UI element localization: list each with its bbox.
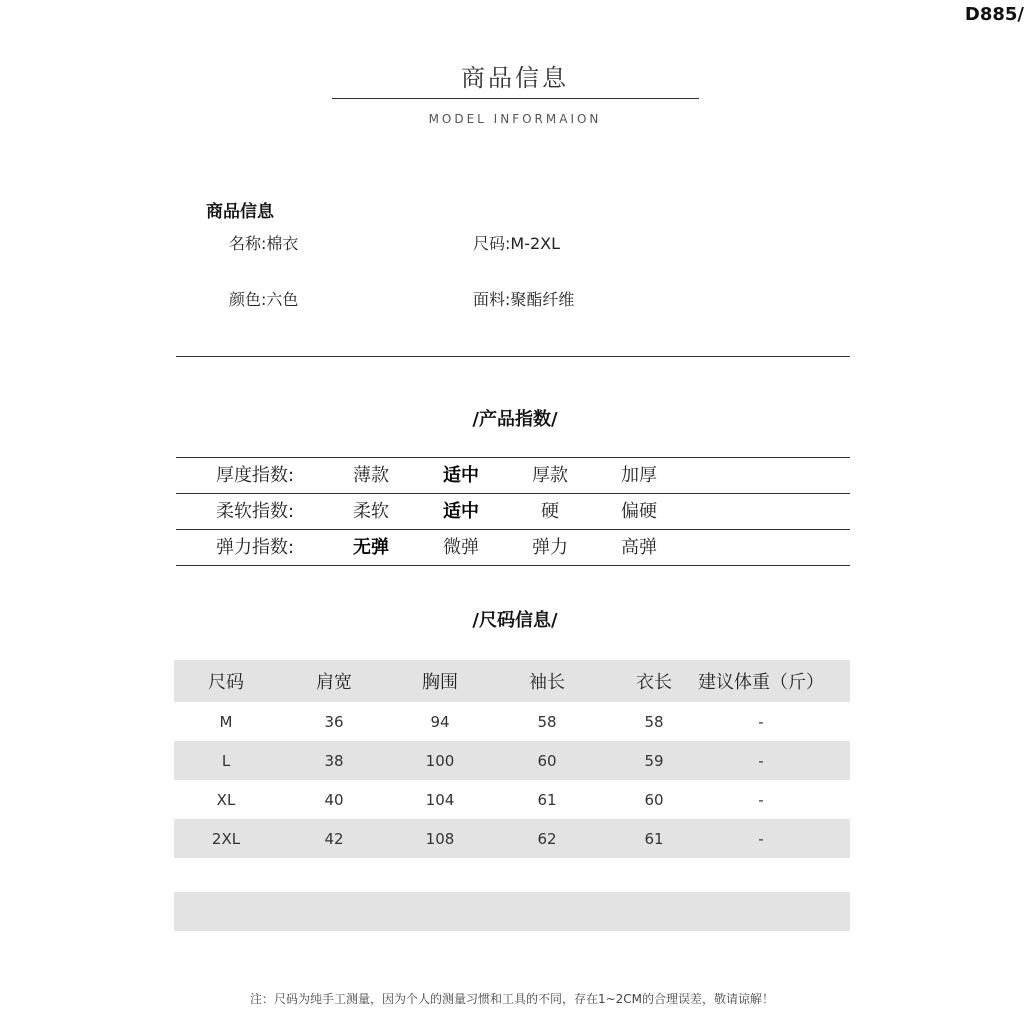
- size-column-header: 衣长: [636, 672, 672, 693]
- size-table-row: [174, 819, 850, 858]
- index-option: 柔软: [353, 501, 389, 522]
- size-table-cell: 104: [425, 790, 455, 809]
- index-option-selected: 无弹: [353, 537, 389, 558]
- product-info-heading: 商品信息: [206, 202, 274, 222]
- measurement-note: 注：尺码为纯手工测量，因为个人的测量习惯和工具的不同，存在1~2CM的合理误差，敬请谅解！: [249, 992, 775, 1006]
- size-table: [174, 660, 850, 965]
- page-title: 商品信息: [461, 64, 569, 92]
- index-row-softness: [176, 494, 850, 530]
- size-table-cell: 94: [430, 712, 450, 731]
- size-table-empty-row: [174, 892, 850, 931]
- size-table-cell: 59: [644, 751, 664, 770]
- product-name: 名称:棉衣: [229, 234, 299, 253]
- size-table-cell: M: [219, 712, 233, 731]
- section-divider: [176, 356, 850, 357]
- product-colors: 颜色:六色: [229, 290, 299, 309]
- size-table-cell: 38: [324, 751, 344, 770]
- index-row-thickness: [176, 458, 850, 494]
- size-table-empty-row: [174, 858, 850, 892]
- size-table-cell: -: [758, 829, 764, 848]
- size-table-cell: 62: [537, 829, 557, 848]
- index-option-selected: 适中: [443, 465, 479, 486]
- size-table-cell: 58: [644, 712, 664, 731]
- size-column-header: 尺码: [208, 672, 244, 693]
- size-table-cell: 2XL: [211, 829, 241, 848]
- size-table-cell: 58: [537, 712, 557, 731]
- size-table-cell: 108: [425, 829, 455, 848]
- size-table-row: [174, 741, 850, 780]
- product-index-title: /产品指数/: [472, 409, 558, 430]
- size-table-header: [174, 660, 850, 702]
- size-table-cell: 61: [644, 829, 664, 848]
- index-option-selected: 适中: [443, 501, 479, 522]
- size-column-header: 袖长: [529, 672, 565, 693]
- index-option: 高弹: [621, 537, 657, 558]
- size-table-cell: 60: [537, 751, 557, 770]
- size-table-empty-row: [174, 931, 850, 965]
- index-option: 硬: [541, 501, 559, 522]
- size-table-cell: 61: [537, 790, 557, 809]
- size-table-cell: -: [758, 790, 764, 809]
- size-table-row: [174, 702, 850, 741]
- page-subtitle: MODEL INFORMAION: [428, 112, 602, 126]
- size-table-cell: 100: [425, 751, 455, 770]
- index-rule-bottom: [176, 565, 850, 566]
- product-fabric: 面料:聚酯纤维: [473, 290, 575, 309]
- size-table-cell: XL: [216, 790, 236, 809]
- size-column-header: 肩宽: [316, 672, 352, 693]
- size-column-header: 胸围: [422, 672, 458, 693]
- size-table-cell: -: [758, 712, 764, 731]
- product-size-range: 尺码:M-2XL: [473, 234, 561, 253]
- size-table-cell: L: [221, 751, 231, 770]
- index-label: 弹力指数:: [216, 537, 295, 558]
- index-label: 厚度指数:: [216, 465, 295, 486]
- index-option: 加厚: [621, 465, 657, 486]
- size-table-cell: 36: [324, 712, 344, 731]
- corner-code: D885/: [964, 4, 1024, 25]
- size-table-cell: 60: [644, 790, 664, 809]
- index-option: 偏硬: [621, 501, 657, 522]
- title-divider: [332, 98, 699, 99]
- index-option: 薄款: [353, 465, 389, 486]
- size-table-cell: -: [758, 751, 764, 770]
- index-row-elasticity: [176, 530, 850, 566]
- size-info-title: /尺码信息/: [472, 610, 558, 631]
- size-column-header: 建议体重（斤）: [698, 672, 824, 693]
- index-option: 弹力: [532, 537, 568, 558]
- size-table-cell: 42: [324, 829, 344, 848]
- size-table-cell: 40: [324, 790, 344, 809]
- index-option: 微弹: [443, 537, 479, 558]
- size-table-row: [174, 780, 850, 819]
- index-option: 厚款: [532, 465, 568, 486]
- index-label: 柔软指数:: [216, 501, 295, 522]
